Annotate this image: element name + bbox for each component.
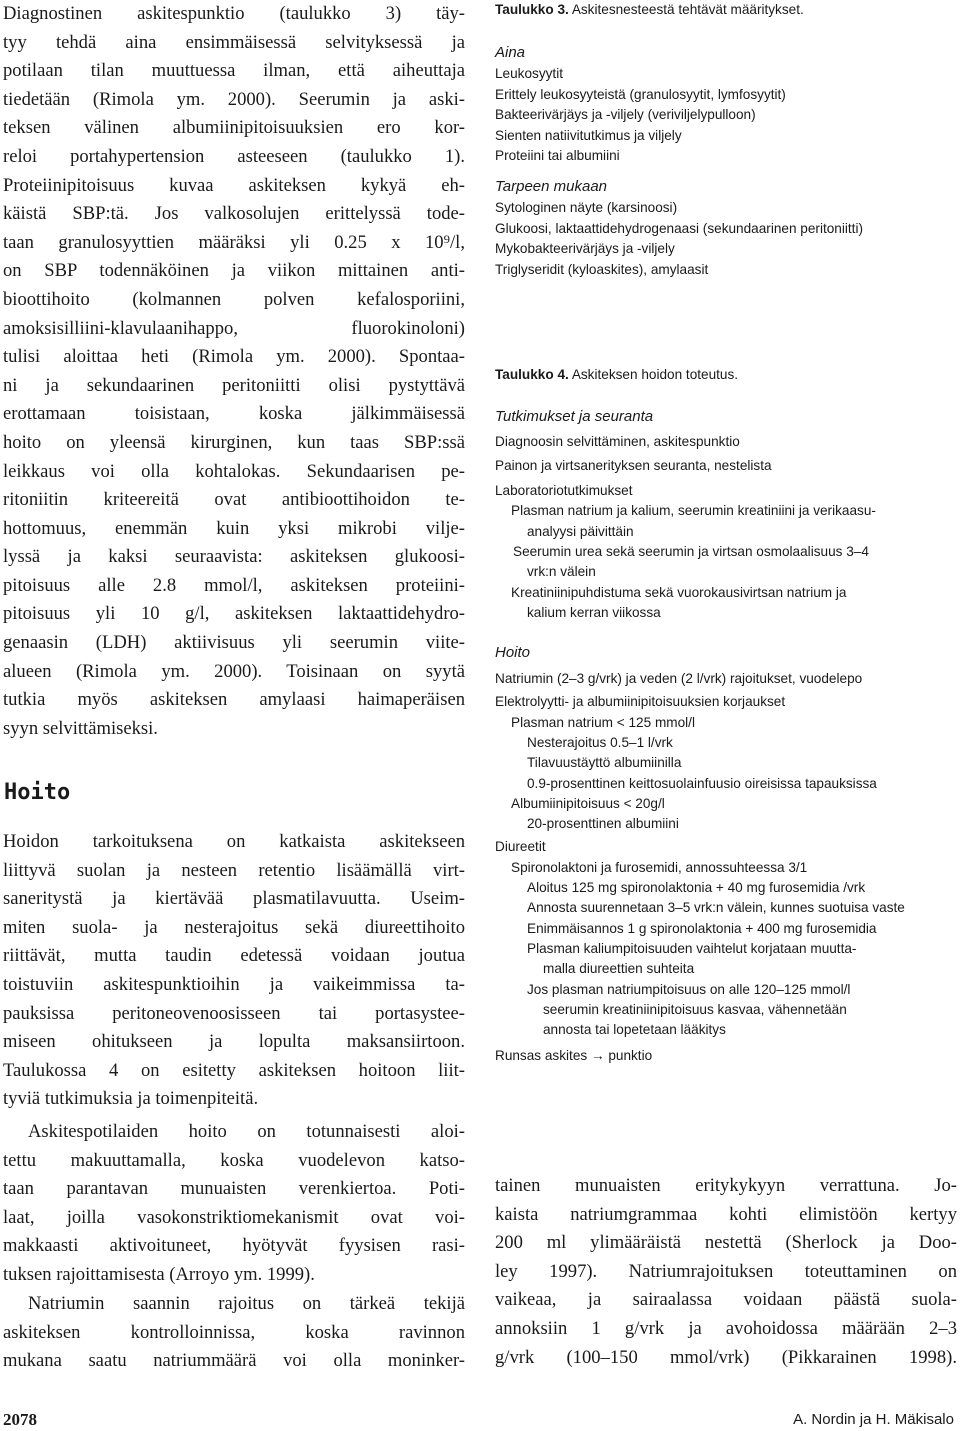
text-line: makkaasti aktivoituneet, hyötyvät fyysisen rasi- <box>3 1235 465 1257</box>
text-line: saneritystä ja kiertävää plasmatilavuutta. Useim- <box>3 888 465 910</box>
text-line: mukana saatu natriummäärä voi olla moninker- <box>3 1350 465 1372</box>
table-row: Proteiini tai albumiini <box>495 148 620 163</box>
text-line: hottomuus, enemmän kuin yksi mikrobi vilje- <box>3 517 465 539</box>
table-row: Aloitus 125 mg spironolaktonia + 40 mg furosemidia /vrk <box>527 880 866 895</box>
text-line: tuksen rajoittamisesta (Arroyo ym. 1999). <box>3 1263 315 1285</box>
table-row: Plasman kaliumpitoisuuden vaihtelut korjataan muutta- <box>527 940 857 956</box>
text-line: 200 ml ylimääräistä nestettä (Sherlock ja Doo- <box>495 1232 957 1254</box>
text-line: pitoisuus yli 10 g/l, askiteksen laktaattidehydro- <box>3 603 465 625</box>
text-line: miseen ohitukseen ja lopulta maksansiirtoon. <box>3 1031 465 1053</box>
table-row: Laboratoriotutkimukset <box>495 482 633 498</box>
page-number: 2078 <box>3 1410 37 1429</box>
text-line: tettu makuuttamalla, koska vuodelevon katso- <box>3 1149 465 1171</box>
table-row: Sienten natiivitutkimus ja viljely <box>495 127 682 143</box>
table-3-subheading-as-needed: Tarpeen mukaan <box>495 178 608 195</box>
text-line: hoito on yleensä kirurginen, kun taas SBP:ssä <box>3 431 465 453</box>
text-line: ni ja sekundaarinen peritoniitti olisi pystyttävä <box>3 374 465 396</box>
text-line: genaasin (LDH) aktiivisuus yli seerumin viite- <box>3 632 465 654</box>
text-line: amoksisilliini-klavulaanihappo, fluorokinoloni) <box>3 317 465 339</box>
paragraph-sodium-continued <box>495 1172 957 1372</box>
table-row: Elektrolyytti- ja albumiinipitoisuuksien korjaukset <box>495 694 786 710</box>
text-line: Diagnostinen askitespunktio (taulukko 3) täy- <box>3 3 465 24</box>
table-row: 20-prosenttinen albumiini <box>527 816 679 832</box>
table-row: annosta tai lopetetaan lääkitys <box>543 1022 726 1038</box>
table-3-subheading-always: Aina <box>495 44 526 61</box>
paragraph-diagnostics <box>3 0 465 743</box>
text-line: on SBP todennäköinen ja viikon mittainen anti- <box>3 260 465 282</box>
text-line: riittävät, mutta taudin edetessä voidaan joutua <box>3 945 465 967</box>
table-row: Tilavuustäyttö albumiinilla <box>527 755 682 771</box>
table-row: Jos plasman natriumpitoisuus on alle 120–125 mmol/l <box>527 981 851 997</box>
text-line: ley 1997). Natriumrajoituksen toteuttaminen on <box>495 1260 957 1282</box>
table-row: Plasman natrium ja kalium, seerumin kreatiniini ja verikaasu- <box>511 503 876 519</box>
table-3-caption <box>495 1 804 19</box>
text-line: Hoidon tarkoituksena on katkaista askitekseen <box>3 831 465 852</box>
paragraph-treatment-goal <box>3 828 465 1114</box>
text-line: liittyvä suolan ja nesteen retentio lisäämällä virt- <box>3 859 465 881</box>
text-line: askiteksen kontrolloinnissa, koska ravinnon <box>3 1321 465 1343</box>
text-line: erottamaan toisistaan, koska jälkimmäisessä <box>3 403 465 425</box>
text-line: kaista natriumgrammaa kohti elimistöön kertyy <box>495 1203 957 1225</box>
table-row: Painon ja virtsanerityksen seuranta, nestelista <box>495 458 772 474</box>
table-4-caption <box>495 366 738 384</box>
table-3-label: Taulukko 3. <box>495 2 569 17</box>
table-row: Albumiinipitoisuus < 20g/l <box>511 795 665 811</box>
table-row: seerumin kreatiniinipitoisuus kasvaa, vähennetään <box>543 1001 847 1017</box>
text-line: tyviä tutkimuksia ja toimenpiteitä. <box>3 1088 259 1110</box>
paragraph-sodium-restriction <box>3 1290 465 1376</box>
text-line: Taulukossa 4 on esitetty askiteksen hoitoon liit- <box>3 1059 465 1081</box>
table-row: Erittely leukosyyteistä (granulosyytit, lymfosyytit) <box>495 86 786 102</box>
text-line: käistä SBP:tä. Jos valkosolujen erittelyssä tode- <box>3 203 465 225</box>
table-row: Diagnoosin selvittäminen, askitespunktio <box>495 434 740 449</box>
table-4-label: Taulukko 4. <box>495 367 569 382</box>
table-row: Annosta suurennetaan 3–5 vrk:n välein, kunnes suotuisa vaste <box>527 900 905 916</box>
text-line: laat, joilla vasokonstriktiomekanismit ovat voi- <box>3 1206 465 1228</box>
text-line: Proteiinipitoisuus kuvaa askiteksen kykyä eh- <box>3 174 465 196</box>
text-line: tyy tehdä aina ensimmäisessä selvityksessä ja <box>3 31 465 53</box>
table-row: Glukoosi, laktaattidehydrogenaasi (sekundaarinen peritoniitti) <box>495 220 864 236</box>
text-line: teksen välinen albumiinipitoisuuksien ero kor- <box>3 117 465 139</box>
text-line: tulisi aloittaa heti (Rimola ym. 2000). Spontaa- <box>3 346 465 368</box>
table-row: kalium kerran viikossa <box>527 605 661 621</box>
right-column-paragraph <box>495 1172 957 1372</box>
text-line: syyn selvittämiseksi. <box>3 717 158 739</box>
text-line: tiedetään (Rimola ym. 2000). Seerumin ja aski- <box>3 88 465 110</box>
text-line: g/vrk (100–150 mmol/vrk) (Pikkarainen 1998). <box>495 1346 957 1368</box>
table-row: Plasman natrium < 125 mmol/l <box>511 714 695 730</box>
table-row: vrk:n välein <box>527 564 596 580</box>
table-row: Nesterajoitus 0.5–1 l/vrk <box>527 734 673 750</box>
text-line: annoksiin 1 g/vrk ja avohoidossa määrään 2–3 <box>495 1317 957 1339</box>
table-row: Natriumin (2–3 g/vrk) ja veden (2 l/vrk) rajoitukset, vuodelepo <box>495 671 863 686</box>
table-row: Diureetit <box>495 839 546 855</box>
text-line: potilaan tilan muuttuessa ilman, että aiheuttaja <box>3 60 465 82</box>
text-line: taan granulosyyttien määräksi yli 0.25 x 10⁹/l, <box>3 231 465 253</box>
text-line: tutkia myös askiteksen amylaasi haimaperäisen <box>3 689 465 711</box>
text-line: reloi portahypertension asteeseen (taulukko 1). <box>3 145 465 167</box>
table-4-subheading-monitoring: Tutkimukset ja seuranta <box>495 408 654 425</box>
table-row: Seerumin urea sekä seerumin ja virtsan osmolaalisuus 3–4 <box>513 544 869 559</box>
table-row: Bakteerivärjäys ja -viljely (veriviljelypulloon) <box>495 107 756 122</box>
text-line: alueen (Rimola ym. 2000). Toisinaan on syytä <box>3 660 465 682</box>
text-line: lyssä ja kaksi seuraavista: askiteksen glukoosi- <box>3 546 465 568</box>
table-row: Triglyseridit (kyloaskites), amylaasit <box>495 261 709 277</box>
text-line: miten suola- ja nesterajoitus sekä diureettihoito <box>3 916 465 938</box>
text-line: bioottihoito (kolmannen polven kefalosporiini, <box>3 288 465 310</box>
table-row: Spironolaktoni ja furosemidi, annossuhteessa 3/1 <box>511 859 808 875</box>
table-row: Runsas askites → punktio <box>495 1048 653 1064</box>
text-line: Natriumin saannin rajoitus on tärkeä tekijä <box>28 1293 465 1314</box>
table-row: Kreatiniinipuhdistuma sekä vuorokausivirtsan natrium ja <box>511 584 847 600</box>
text-line: leikkaus voi olla kohtalokas. Sekundaarisen pe- <box>3 460 465 482</box>
table-4-title: Askiteksen hoidon toteutus. <box>571 367 739 382</box>
section-heading-hoito: Hoito <box>4 780 71 805</box>
table-row: malla diureettien suhteita <box>543 961 695 977</box>
table-row: Mykobakteerivärjäys ja -viljely <box>495 241 675 256</box>
text-line: Askitespotilaiden hoito on totunnaisesti aloi- <box>28 1121 465 1142</box>
text-line: pauksissa peritoneovenoosisseen tai portasystee- <box>3 1002 465 1024</box>
table-4-subheading-treatment: Hoito <box>495 644 531 661</box>
text-line: ritoniitin kriteereitä ovat antibioottihoidon te- <box>3 489 465 511</box>
paragraph-bed-rest <box>3 1118 465 1290</box>
author-credit: A. Nordin ja H. Mäkisalo <box>793 1411 954 1428</box>
text-line: toistuviin askitespunktioihin ja vaikeimmissa ta- <box>3 973 465 995</box>
table-row: Leukosyytit <box>495 66 564 81</box>
table-row: 0.9-prosenttinen keittosuolainfuusio oireisissa tapauksissa <box>527 775 877 791</box>
table-row: Enimmäisannos 1 g spironolaktonia + 400 mg furosemidia <box>527 920 877 936</box>
text-line: taan parantavan munuaisten verenkiertoa. Poti- <box>3 1178 465 1200</box>
table-row: Sytologinen näyte (karsinoosi) <box>495 200 678 215</box>
text-line: tainen munuaisten eritykykyyn verrattuna. Jo- <box>495 1175 957 1196</box>
text-line: vaikeaa, ja sairaalassa voidaan päästä suola- <box>495 1289 957 1311</box>
table-row: analyysi päivittäin <box>527 523 634 539</box>
text-line: pitoisuus alle 2.8 mmol/l, askiteksen proteiini- <box>3 574 465 596</box>
table-3-title: Askitesnesteestä tehtävät määritykset. <box>571 2 804 17</box>
